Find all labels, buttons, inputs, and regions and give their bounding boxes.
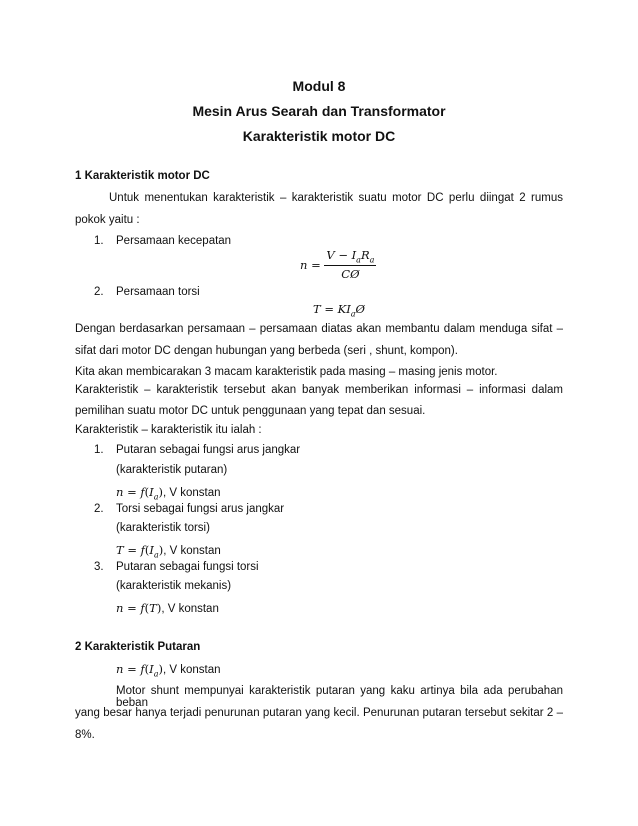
formula2-label: Persamaan torsi: [116, 286, 200, 298]
topic-title: Karakteristik motor DC: [242, 128, 396, 144]
list-item2-cond: , V konstan: [163, 545, 221, 557]
speed-equation-lhs: n: [300, 257, 308, 272]
list-item3-formula: n = f(T), V konstan: [116, 601, 219, 615]
list-item1-number: 1.: [94, 444, 104, 456]
list-item2-title: Torsi sebagai fungsi arus jangkar: [116, 503, 285, 515]
para2: Kita akan membicarakan 3 macam karakteristik pada masing – masing jenis motor.: [75, 366, 498, 378]
list-item1-formula: $n = f(I_a)$, V konstan: [116, 485, 221, 502]
formula1-number: 1.: [94, 235, 104, 247]
subject-title: Mesin Arus Searah dan Transformator: [192, 103, 446, 119]
list-intro: Karakteristik – karakteristik itu ialah :: [75, 424, 262, 436]
section2-formula: $n = f(I_a)$, V konstan: [116, 662, 221, 679]
list-item1-title: Putaran sebagai fungsi arus jangkar: [116, 444, 301, 456]
list-item1-cond: , V konstan: [162, 487, 221, 499]
section2-heading: 2 Karakteristik Putaran: [75, 641, 201, 653]
section1-intro-line1: Untuk menentukan karakteristik – karakteristik suatu motor DC perlu diingat 2 rumus: [109, 192, 563, 204]
list-item3-cond: , V konstan: [161, 603, 219, 615]
section2-para-line1: Motor shunt mempunyai karakteristik putaran yang kaku artinya bila ada perubahan beban: [116, 685, 563, 709]
section2-para-line2: yang besar hanya terjadi penurunan putaran yang kecil. Penurunan putaran tersebut sekitar 2 –: [75, 707, 563, 719]
module-title: Modul 8: [292, 78, 346, 94]
torque-equation: $T = KI_aØ$: [313, 302, 365, 319]
section2-para-line3: 8%.: [75, 729, 95, 741]
list-item2-sub: (karakteristik torsi): [116, 522, 210, 534]
section1-heading: 1 Karakteristik motor DC: [75, 170, 210, 182]
para1-line2: sifat dari motor DC dengan hubungan yang berbeda (seri , shunt, kompon).: [75, 345, 458, 357]
speed-equation-denominator: CØ: [341, 267, 360, 282]
list-item3-title: Putaran sebagai fungsi torsi: [116, 561, 259, 573]
list-item3-sub: (karakteristik mekanis): [116, 580, 232, 592]
speed-equation-numerator: $V - I_aR_a$: [326, 248, 375, 265]
para3-line1: Karakteristik – karakteristik tersebut akan banyak memberikan informasi – informasi dalam: [75, 384, 563, 396]
list-item1-sub: (karakteristik putaran): [116, 464, 228, 476]
speed-equation: n = $\frac{V - I_aR_a}{CØ}$: [300, 248, 375, 282]
para3-line2: pemilihan suatu motor DC untuk penggunaan yang tepat dan sesuai.: [75, 405, 426, 417]
section1-intro-line2: pokok yaitu :: [75, 214, 140, 226]
list-item3-number: 3.: [94, 561, 104, 573]
formula1-label: Persamaan kecepatan: [116, 235, 232, 247]
section2-cond: , V konstan: [162, 664, 221, 676]
list-item2-formula: $T = f(I_a)$, V konstan: [116, 543, 221, 560]
formula2-number: 2.: [94, 286, 104, 298]
para1-line1: Dengan berdasarkan persamaan – persamaan diatas akan membantu dalam menduga sifat –: [75, 323, 563, 335]
list-item2-number: 2.: [94, 503, 104, 515]
speed-equation-fraction: [324, 248, 376, 281]
